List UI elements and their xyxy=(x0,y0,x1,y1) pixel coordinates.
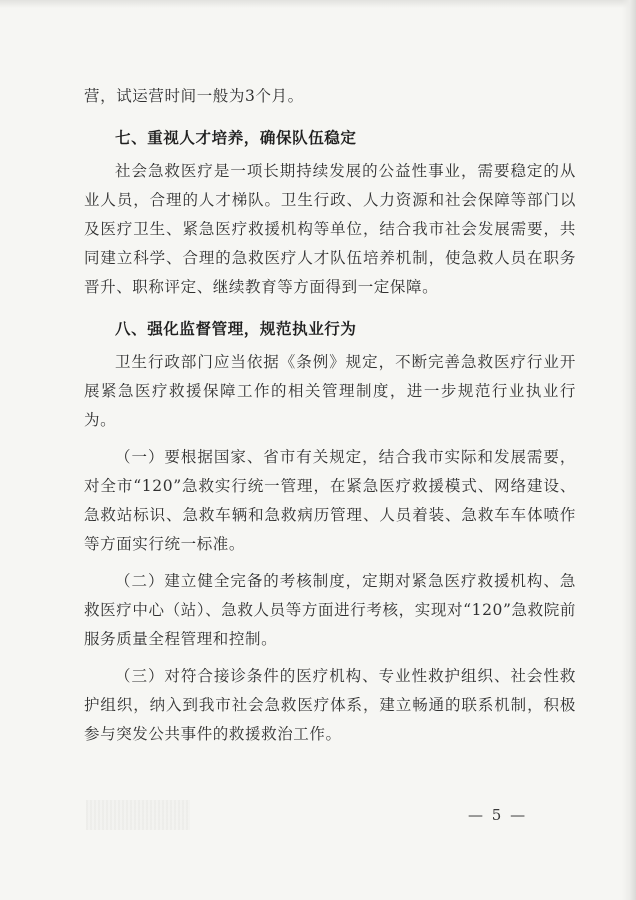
page-number: — 5 — xyxy=(468,806,528,824)
paragraph-supervision-intro: 卫生行政部门应当依据《条例》规定，不断完善急救医疗行业开展紧急医疗救援保障工作的相关管理制度，进一步规范行业执业行为。 xyxy=(84,353,576,429)
paragraph-continuation: 营，试运营时间一般为3个月。 xyxy=(84,87,304,105)
section-heading-eight: 八、强化监督管理，规范执业行为 xyxy=(115,320,357,338)
paragraph-talent-cultivation: 社会急救医疗是一项长期持续发展的公益性事业，需要稳定的从业人员，合理的人才梯队。卫生行政、人力资源和社会保障等部门以及医疗卫生、紧急医疗救援机构等单位，结合我市社会发展需要，共同建立科学、合理的急救医疗人才队伍培养机制，使急救人员在职务晋升、职称评定、继续教育等方面得到一定保障。 xyxy=(84,162,576,296)
scan-edge-right xyxy=(622,0,636,900)
scan-stain xyxy=(86,800,190,830)
paragraph-item-three: （三）对符合接诊条件的医疗机构、专业性救护组织、社会性救护组织，纳入到我市社会急救医疗体系，建立畅通的联系机制，积极参与突发公共事件的救援救治工作。 xyxy=(84,667,576,743)
document-body xyxy=(84,82,576,749)
paragraph-item-two: （二）建立健全完备的考核制度，定期对紧急医疗救援机构、急救医疗中心（站）、急救人员等方面进行考核，实现对“120”急救院前服务质量全程管理和控制。 xyxy=(84,572,576,648)
section-heading-seven: 七、重视人才培养，确保队伍稳定 xyxy=(115,129,357,147)
paragraph-item-one: （一）要根据国家、省市有关规定，结合我市实际和发展需要，对全市“120”急救实行统一管理，在紧急医疗救援模式、网络建设、急救站标识、急救车辆和急救病历管理、人员着装、急救车车体喷作等方面实行统一标准。 xyxy=(84,448,576,553)
scan-edge-top xyxy=(0,0,636,8)
